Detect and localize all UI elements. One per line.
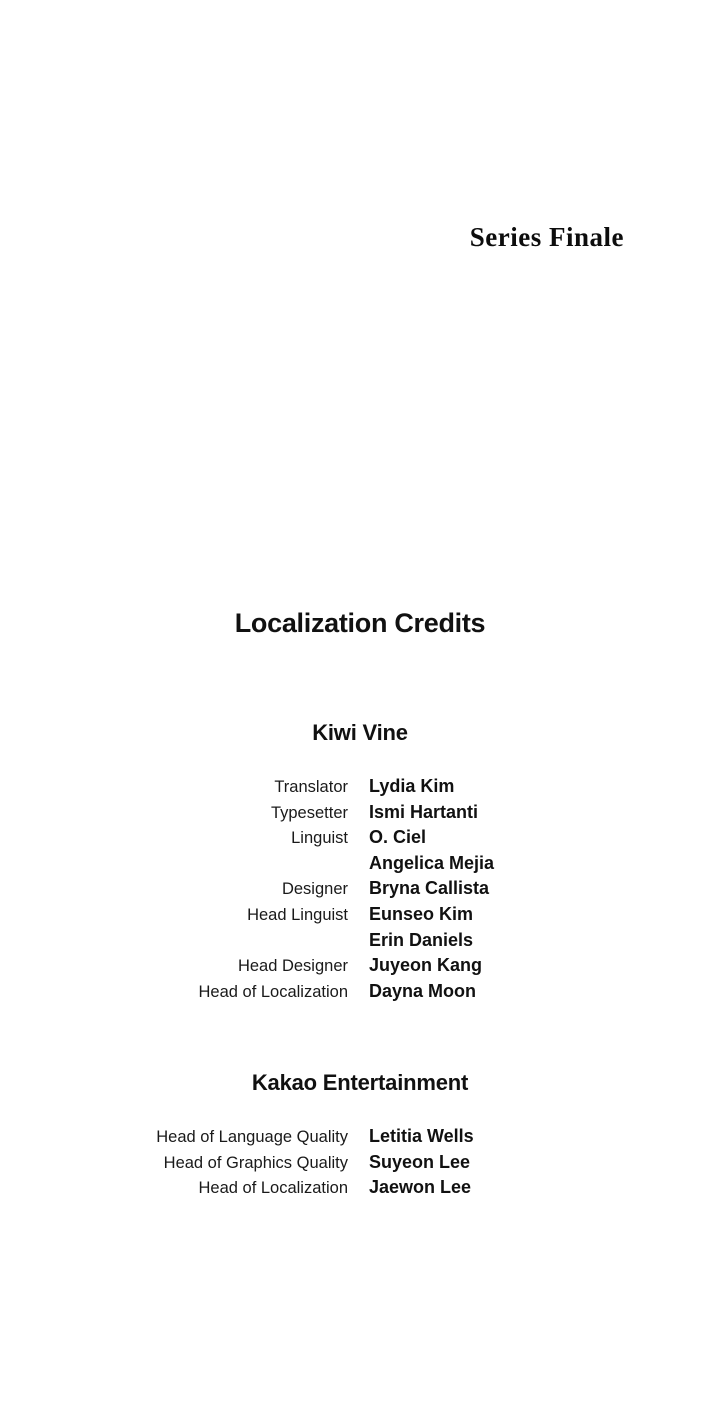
credit-name: Angelica Mejia (369, 852, 495, 873)
credit-role: Linguist (291, 829, 348, 848)
credit-name: Erin Daniels (369, 929, 474, 950)
credit-role: Translator (274, 778, 348, 796)
credit-row (0, 774, 720, 800)
page-title: Localization Credits (234, 608, 486, 638)
credit-row (0, 1150, 720, 1176)
credit-row (0, 902, 720, 928)
credits-rows (0, 1124, 720, 1201)
credits-section-kiwi-vine (0, 720, 720, 1004)
section-title: Kiwi Vine (312, 720, 408, 745)
credit-role: Head of Language Quality (156, 1128, 348, 1146)
credit-row (0, 800, 720, 826)
credit-name: Bryna Callista (369, 878, 490, 899)
credit-row (0, 851, 720, 877)
credit-name: Ismi Hartanti (369, 801, 479, 822)
section-title: Kakao Entertainment (251, 1070, 469, 1095)
credit-row (0, 876, 720, 902)
credit-role: Head of Graphics Quality (163, 1153, 348, 1172)
credit-row (0, 1124, 720, 1150)
series-finale-label: Series Finale (469, 222, 624, 252)
credit-name: Eunseo Kim (369, 903, 474, 924)
credit-row (0, 979, 720, 1005)
credit-role: Head Designer (237, 957, 348, 976)
credit-role: Head of Localization (198, 982, 348, 1001)
credit-name: Lydia Kim (369, 776, 455, 796)
credit-row (0, 1175, 720, 1201)
credit-row (0, 928, 720, 954)
credits-rows (0, 774, 720, 1004)
credit-role: Head of Localization (198, 1179, 348, 1198)
credit-row (0, 953, 720, 979)
credit-name: O. Ciel (369, 827, 427, 848)
credit-row (0, 825, 720, 851)
credit-name: Jaewon Lee (369, 1177, 472, 1198)
credit-role: Head Linguist (247, 905, 348, 924)
credit-name: Dayna Moon (369, 980, 477, 1001)
credit-name: Suyeon Lee (369, 1151, 471, 1172)
credit-role: Designer (281, 880, 348, 899)
credits-section-kakao-entertainment (0, 1070, 720, 1201)
credit-role: Typesetter (270, 803, 348, 822)
credit-name: Juyeon Kang (369, 955, 483, 976)
credit-name: Letitia Wells (369, 1126, 474, 1146)
